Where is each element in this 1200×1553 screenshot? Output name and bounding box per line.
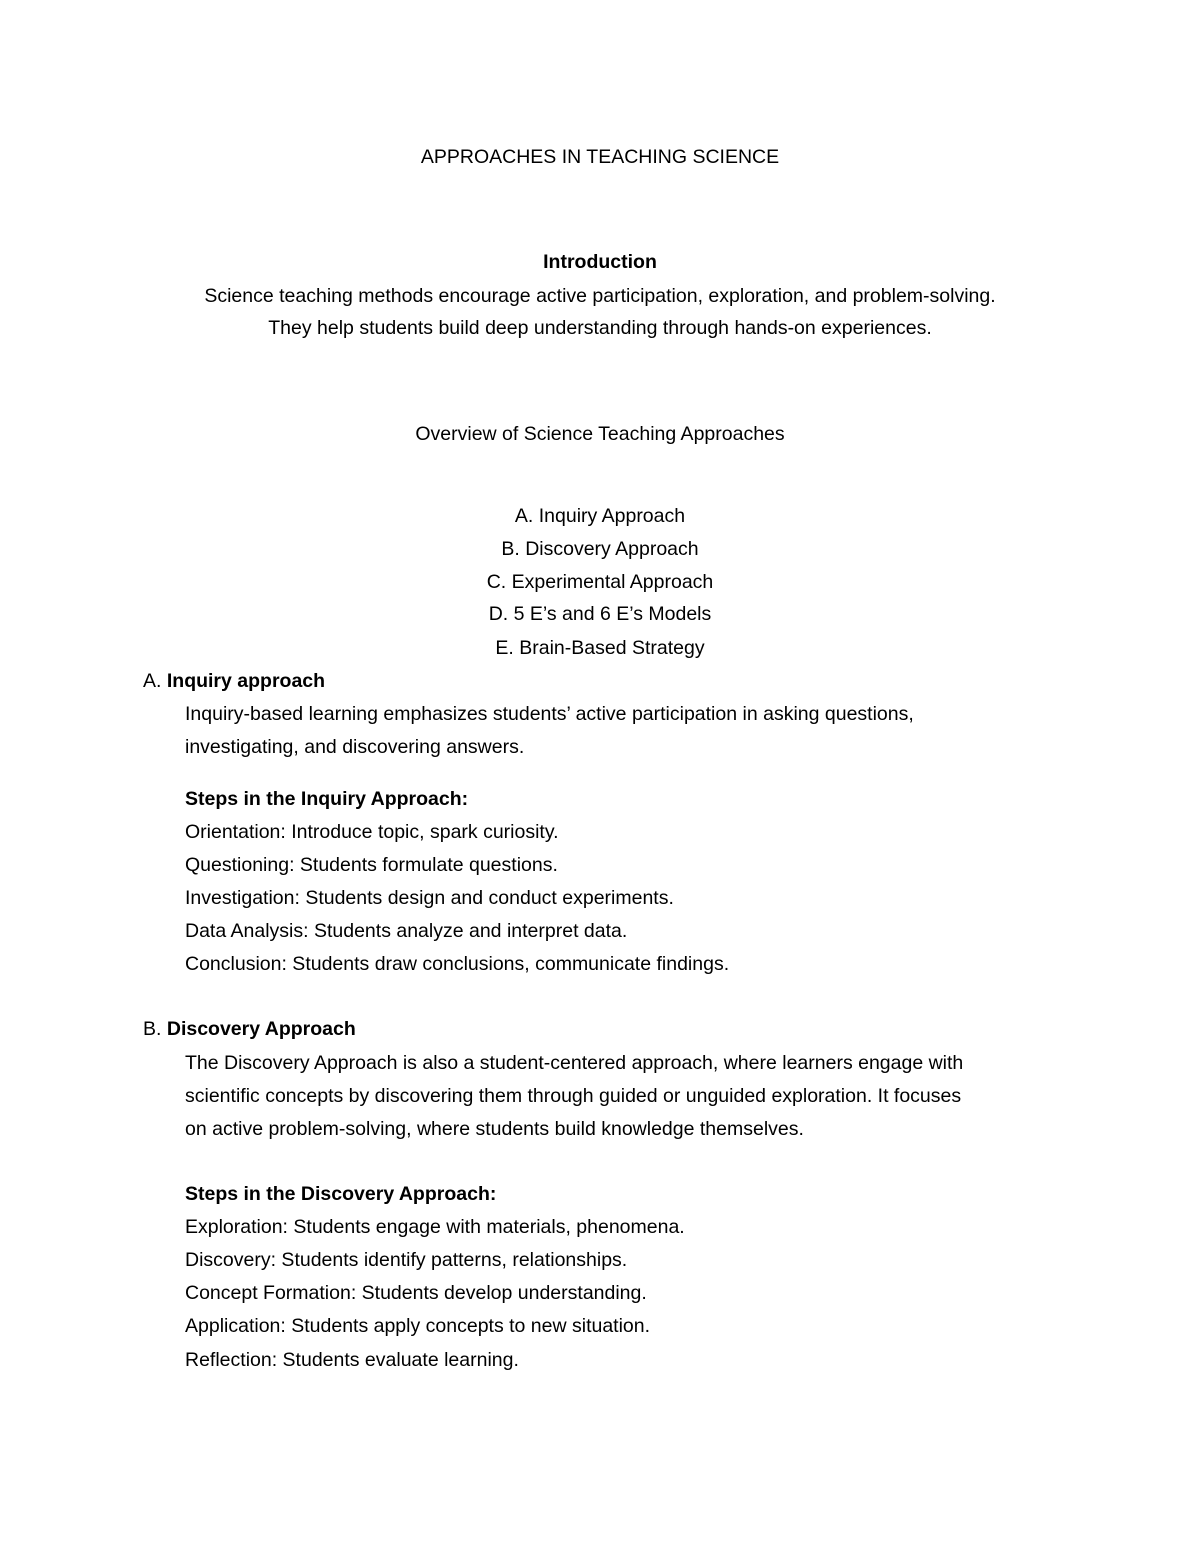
section-a-step: Orientation: Introduce topic, spark curiosity.	[185, 821, 559, 843]
overview-item: C. Experimental Approach	[486, 571, 714, 593]
section-b-body-line: The Discovery Approach is also a student-centered approach, where learners engage with	[185, 1052, 964, 1074]
section-b-steps-heading: Steps in the Discovery Approach:	[185, 1183, 497, 1205]
overview-heading: Overview of Science Teaching Approaches	[415, 423, 785, 445]
overview-item: B. Discovery Approach	[501, 538, 699, 560]
introduction-line: Science teaching methods encourage active participation, exploration, and problem-solving.	[204, 285, 996, 307]
section-a-prefix: A.	[143, 670, 162, 692]
overview-item: A. Inquiry Approach	[514, 505, 686, 527]
overview-item: D. 5 E’s and 6 E’s Models	[488, 603, 712, 625]
section-b-step: Application: Students apply concepts to new situation.	[185, 1315, 651, 1337]
section-b-step: Exploration: Students engage with materials, phenomena.	[185, 1216, 685, 1238]
section-a-body-line: investigating, and discovering answers.	[185, 736, 525, 758]
document-title: APPROACHES IN TEACHING SCIENCE	[420, 146, 780, 168]
section-b-body-line: on active problem-solving, where students build knowledge themselves.	[185, 1118, 804, 1140]
section-a-step: Conclusion: Students draw conclusions, communicate findings.	[185, 953, 730, 975]
section-a-step: Investigation: Students design and conduct experiments.	[185, 887, 674, 909]
section-a-body-line: Inquiry-based learning emphasizes students’ active participation in asking questions,	[185, 703, 914, 725]
section-b-step: Reflection: Students evaluate learning.	[185, 1349, 519, 1371]
section-a-title: Inquiry approach	[166, 670, 326, 692]
section-b-prefix: B.	[143, 1018, 162, 1040]
section-a-steps-heading: Steps in the Inquiry Approach:	[185, 788, 469, 810]
introduction-heading: Introduction	[543, 251, 657, 273]
section-b-title: Discovery Approach	[166, 1018, 356, 1040]
introduction-line: They help students build deep understanding through hands-on experiences.	[268, 317, 932, 339]
section-a-heading	[143, 668, 325, 694]
section-b-heading	[143, 1016, 356, 1042]
section-b-step: Concept Formation: Students develop understanding.	[185, 1282, 647, 1304]
section-a-step: Questioning: Students formulate questions.	[185, 854, 558, 876]
overview-item: E. Brain-Based Strategy	[495, 637, 705, 659]
section-a-step: Data Analysis: Students analyze and interpret data.	[185, 920, 628, 942]
section-b-step: Discovery: Students identify patterns, relationships.	[185, 1249, 628, 1271]
section-b-body-line: scientific concepts by discovering them through guided or unguided exploration. It focuses	[185, 1085, 962, 1107]
